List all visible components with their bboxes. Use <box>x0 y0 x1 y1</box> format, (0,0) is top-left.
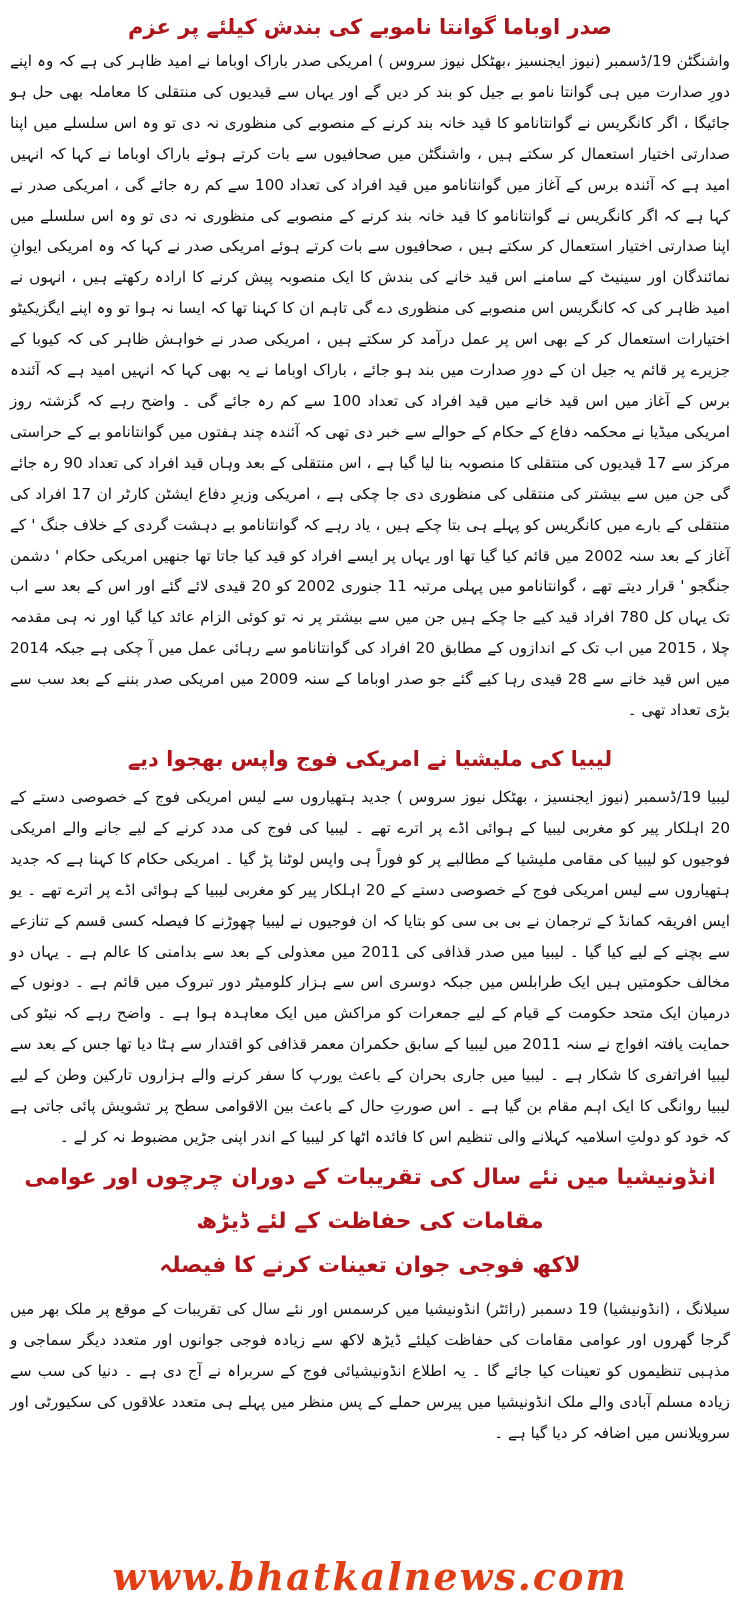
article-headline: لیبیا کی ملیشیا نے امریکی فوج واپس بھجوا دیے <box>127 747 613 771</box>
article-headline: صدر اوباما گوانتا ناموبے کی بندش کیلئے پر عزم <box>128 15 612 39</box>
article-body: سیلانگ ، (انڈونیشیا) 19 دسمبر (رائٹر) انڈونیشیا میں کرسمس اور نئے سال کی تقریبات کے موقع پر ملک بھر میں گرجا گھروں اور عوامی مقامات کی حفاظت کیلئے ڈیڑھ لاکھ سے زیادہ فوجی جوانوں اور متعدد دیگر سماجی و مذہبی تنظیموں کو تعینات کیا جائے گا ۔ یہ اطلاع انڈونیشیائی فوج کے سربراہ نے آج دی ہے ۔ دنیا کی سب سے زیادہ مسلم آبادی والے ملک انڈونیشیا میں پیرس حملے کے پس منظر میں پہلے ہی متعدد علاقوں کی سکیورٹی اور سرویلانس میں اضافہ کر دیا گیا ہے ۔ <box>10 1300 731 1442</box>
article-body: واشنگٹن 19/ڈسمبر (نیوز ایجنسیز ،بھٹکل نیوز سروس ) امریکی صدر باراک اوباما نے امید ظاہر کی ہے کہ وہ اپنے دورِ صدارت میں ہی گوانتا نامو بے جیل کو بند کر دیں گے اور یہاں سے قیدیوں کی منتقلی کا معاملہ بھی حل ہو جائیگا ، اگر کانگریس نے گوانتانامو کا قید خانہ بند کرنے کے منصوبے کی منظوری نہ دی تو وہ اس سلسلے میں اپنا صدارتی اختیار استعمال کر سکتے ہیں ، واشنگٹن میں صحافیوں سے بات کرتے ہوئے باراک اوباما نے کہا کہ انہیں امید ہے کہ آئندہ برس کے آغاز میں گوانتانامو میں قید افراد کی تعداد 100 سے کم رہ جائے گی ، امریکی صدر نے کہا ہے کہ اگر کانگریس نے گوانتانامو کا قید خانہ بند کرنے کے منصوبے کی منظوری نہ دی تو وہ اس سلسلے میں اپنا صدارتی اختیار استعمال کر سکتے ہیں ، صحافیوں سے بات کرتے ہوئے امریکی صدر نے کہا کہ وہ امریکی ایوانِ نمائندگان اور سینیٹ کے سامنے اس قید خانے کی بندش کا ایک منصوبہ پیش کرنے کا ارادہ رکھتے ہیں ، انہوں نے امید ظاہر کی کہ کانگریس اس منصوبے کی منظوری دے گی تاہم ان کا کہنا تھا کہ ایسا نہ ہوا تو وہ اپنے ایگزیکیٹو اختیارات استعمال کر کے بھی اس پر عمل درآمد کر سکتے ہیں ، امریکی صدر نے خواہش ظاہر کی کہ کیوبا کے جزیرے پر قائم یہ جیل ان کے دورِ صدارت میں بند ہو جائے ، باراک اوباما نے یہ بھی کہا کہ انہیں امید ہے کہ آئندہ برس کے آغاز میں اس قید خانے میں قید افراد کی تعداد 100 سے کم رہ جائے گی ۔ واضح رہے کہ گزشتہ روز امریکی میڈیا نے محکمہ دفاع کے حکام کے حوالے سے خبر دی تھی کہ آئندہ چند ہفتوں میں گوانتانامو بے کے حراستی مرکز سے 17 قیدیوں کی منتقلی کا منصوبہ بنا لیا گیا ہے ، اس منتقلی کے بعد وہاں قید افراد کی تعداد 90 رہ جائے گی جن میں سے بیشتر کی منتقلی کی منظوری دی جا چکی ہے ، امریکی وزیرِ دفاع ایشٹن کارٹر ان 17 افراد کی منتقلی کے بارے میں کانگریس کو پہلے ہی بتا چکے ہیں ، یاد رہے کہ گوانتانامو بے دہشت گردی کے خلاف جنگ ' کے آغاز کے بعد سنہ 2002 میں قائم کیا گیا تھا اور یہاں پر ایسے افراد کو قید کیا جاتا تھا جنھیں امریکی حکام ' دشمن جنگجو ' قرار دیتے تھے ، گوانتانامو میں پہلی مرتبہ 11 جنوری 2002 کو 20 قیدی لائے گئے اور اس کے بعد سے اب تک یہاں کل 780 افراد قید کیے جا چکے ہیں جن میں سے بیشتر پر نہ تو کوئی الزام عائد کیا گیا اور نہ ہی مقدمہ چلا ، 2015 میں اب تک کے اندازوں کے مطابق 20 افراد کی گوانتانامو سے رہائی عمل میں آ چکی ہے جبکہ 2014 میں اس قید خانے سے 28 قیدی رہا کیے گئے جو صدر اوباما کے سنہ 2009 میں امریکی صدر بننے کے بعد سب سے بڑی تعداد تھی ۔ <box>10 52 731 720</box>
article-body: لیبیا 19/ڈسمبر (نیوز ایجنسیز ، بھٹکل نیوز سروس ) جدید ہتھیاروں سے لیس امریکی فوج کے خصوصی دستے کے 20 اہلکار پیر کو مغربی لیبیا کے ہوائی اڈے پر اترے تھے ۔ لیبیا کی فوج کی مدد کرنے کے لیے جانے والے امریکی فوجیوں کو لیبیا کی مقامی ملیشیا کے مطالبے پر کو فوراً ہی واپس لوٹنا پڑ گیا ۔ امریکی حکام کا کہنا ہے کہ جدید ہتھیاروں سے لیس امریکی فوج کے خصوصی دستے کے 20 اہلکار پیر کو مغربی لیبیا کے ہوائی اڈے پر اترے تھے ۔ یو ایس افریقہ کمانڈ کے ترجمان نے بی بی سی کو بتایا کہ ان فوجیوں نے لیبیا چھوڑنے کا فیصلہ کسی قسم کے تنازعے سے بچنے کے لیے کیا گیا ۔ لیبیا میں صدر قذافی کی 2011 میں معذولی کے بعد سے بدامنی کا عالم ہے ۔ یہاں دو مخالف حکومتیں ہیں ایک طرابلس میں جبکہ دوسری اس سے ہزار کلومیٹر دور تبروک میں قائم ہے ۔ دونوں کے درمیان ایک متحد حکومت کے قیام کے لیے جمعرات کو مراکش میں ایک معاہدہ ہوا ہے ۔ واضح رہے کہ نیٹو کی حمایت یافتہ افواج نے سنہ 2011 میں لیبیا کے سابق حکمران معمر قذافی کو اقتدار سے ہٹا دیا تھا جس کے بعد سے لیبیا افراتفری کا شکار ہے ۔ لیبیا میں جاری بحران کے باعث یورپ کا سفر کرنے والے ہزاروں تارکین وطن کے لیے لیبیا روانگی کا ایک اہم مقام بن گیا ہے ۔ اس صورتِ حال کے باعث بین الاقوامی سطح پر تشویش پائی جاتی ہے کہ خود کو دولتِ اسلامیہ کہلانے والی تنظیم اس کا فائدہ اٹھا کر لیبیا کے اندر اپنی جڑیں مضبوط نہ کر لے ۔ <box>10 788 730 1146</box>
site-url-text[interactable]: www.bhatkalnews.com <box>112 1554 628 1599</box>
article-indonesia <box>10 1154 730 1604</box>
article-guantanamo <box>10 4 730 736</box>
headline-line-1: انڈونیشیا میں نئے سال کی تقریبات کے دوران چرچوں اور عوامی مقامات کی حفاظت کے لئے ڈیڑھ <box>24 1165 716 1234</box>
site-banner[interactable] <box>0 1554 740 1600</box>
headline-line-2: لاکھ فوجی جوان تعینات کرنے کا فیصلہ <box>159 1253 581 1278</box>
article-libya <box>10 736 730 1154</box>
article-headline <box>10 1154 730 1288</box>
